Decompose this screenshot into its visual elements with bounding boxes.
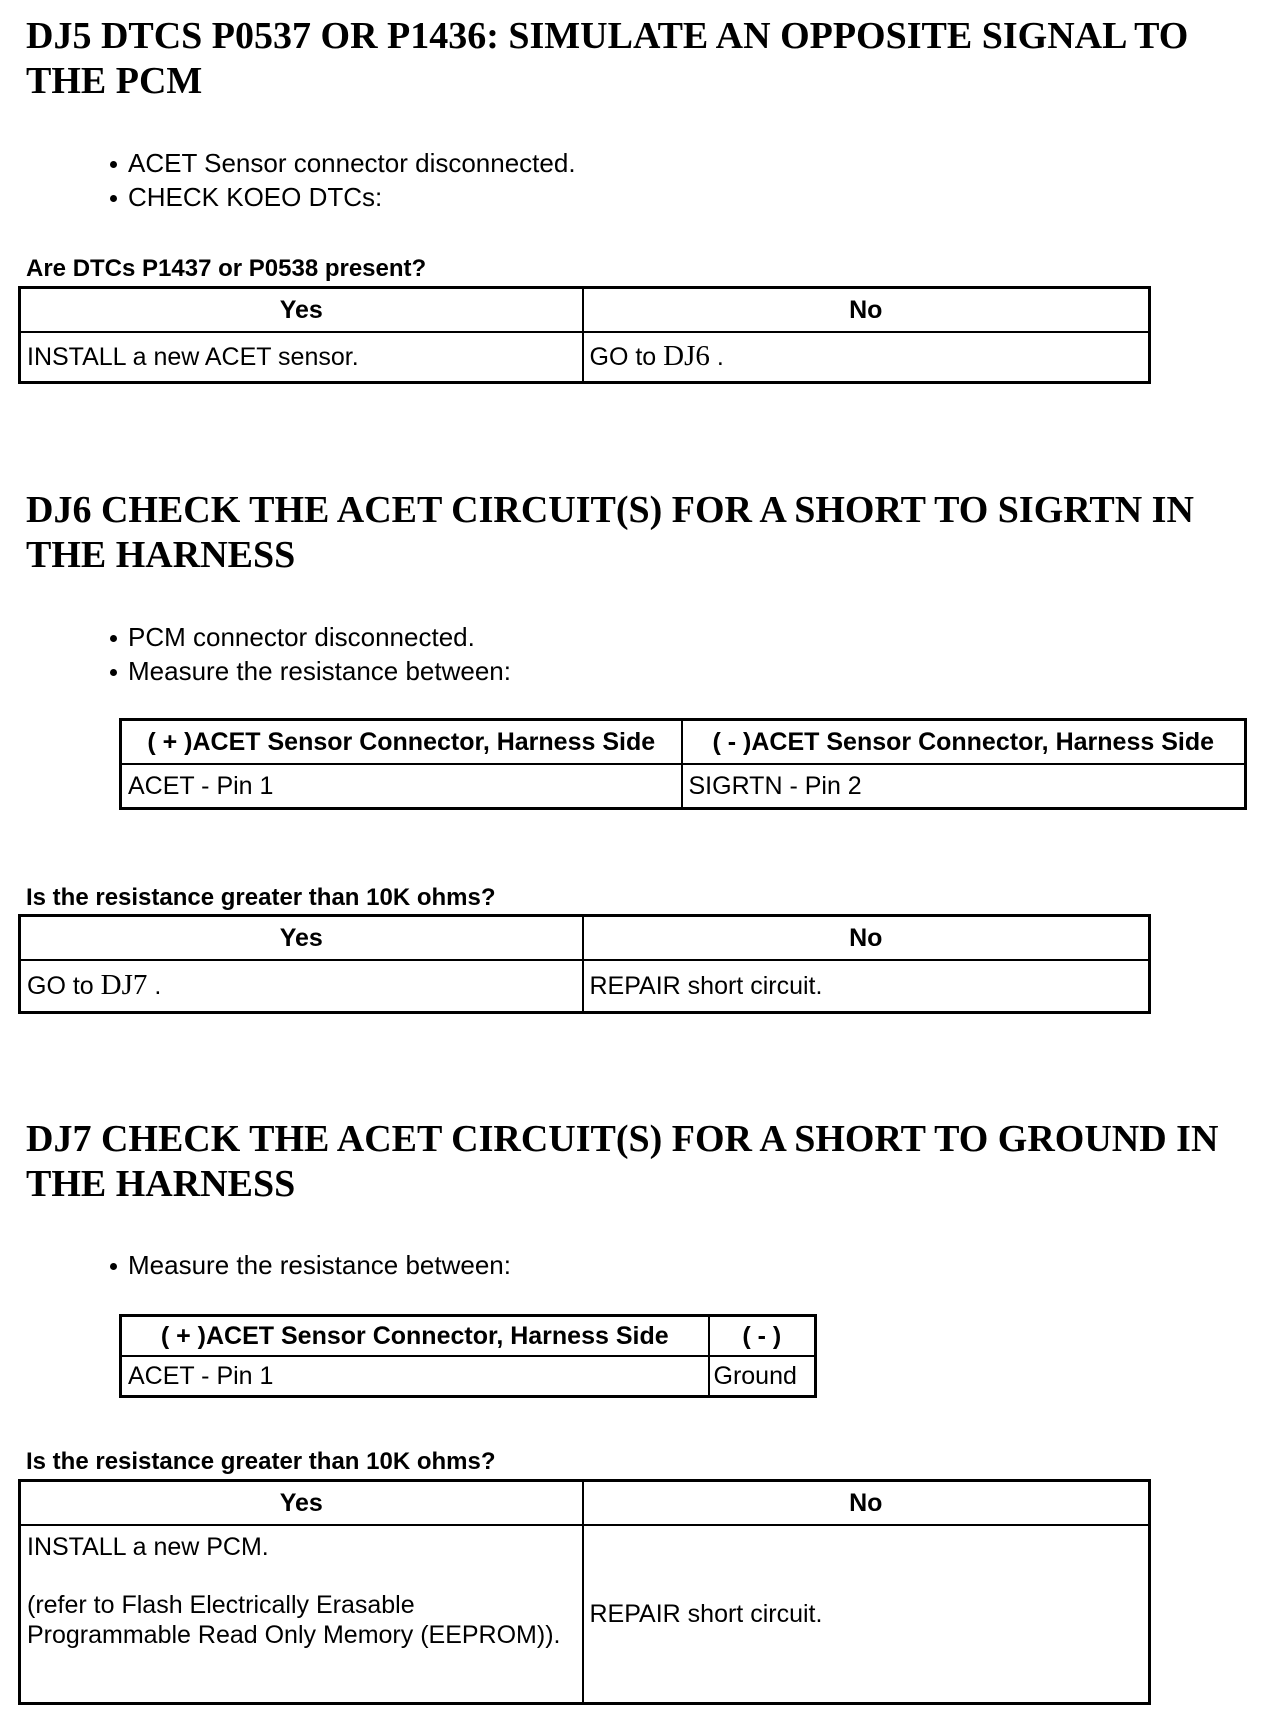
goto-prefix: GO to — [27, 972, 94, 1001]
dj5-answer-table — [18, 286, 1151, 384]
dj5-heading: DJ5 DTCS P0537 OR P1436: SIMULATE AN OPPOSITE SIGNAL TO THE PCM — [26, 15, 1189, 102]
positive-header: ( + )ACET Sensor Connector, Harness Side — [121, 720, 682, 765]
dj5-bullet-list — [110, 146, 576, 214]
dj6-heading: DJ6 CHECK THE ACET CIRCUIT(S) FOR A SHORT TO SIGRTN IN THE HARNESS — [26, 489, 1194, 576]
no-cell — [583, 332, 1150, 382]
dj7-answer-table — [18, 1479, 1151, 1705]
yes-action: INSTALL a new PCM. — [27, 1533, 269, 1561]
eeprom-reference-note: (refer to Flash Electrically Erasable Programmable Read Only Memory (EEPROM)). — [27, 1591, 561, 1649]
dj6-measure-table — [119, 718, 1247, 810]
dj5-question: Are DTCs P1437 or P0538 present? — [26, 255, 427, 282]
negative-header: ( - ) — [709, 1316, 816, 1357]
yes-cell: INSTALL a new ACET sensor. — [20, 332, 583, 382]
list-item: Measure the resistance between: — [110, 654, 511, 688]
yes-header: Yes — [20, 1481, 583, 1526]
positive-cell: ACET - Pin 1 — [121, 1356, 709, 1397]
dj7-bullet-list — [110, 1248, 511, 1282]
goto-suffix: . — [716, 343, 724, 372]
yes-header: Yes — [20, 288, 583, 333]
list-item: PCM connector disconnected. — [110, 620, 511, 654]
dj6-bullet-list — [110, 620, 511, 688]
dj7-question: Is the resistance greater than 10K ohms? — [26, 1448, 496, 1475]
dj7-heading: DJ7 CHECK THE ACET CIRCUIT(S) FOR A SHORT TO GROUND IN THE HARNESS — [26, 1118, 1219, 1205]
no-header: No — [583, 916, 1150, 961]
negative-cell: SIGRTN - Pin 2 — [682, 764, 1246, 808]
negative-cell: Ground — [709, 1356, 816, 1397]
yes-header: Yes — [20, 916, 583, 961]
yes-cell — [20, 960, 583, 1012]
dj6-question: Is the resistance greater than 10K ohms? — [26, 884, 496, 911]
positive-header: ( + )ACET Sensor Connector, Harness Side — [121, 1316, 709, 1357]
no-header: No — [583, 288, 1150, 333]
negative-header: ( - )ACET Sensor Connector, Harness Side — [682, 720, 1246, 765]
no-cell: REPAIR short circuit. — [583, 1525, 1150, 1703]
list-item: Measure the resistance between: — [110, 1248, 511, 1282]
no-cell: REPAIR short circuit. — [583, 960, 1150, 1012]
list-item: ACET Sensor connector disconnected. — [110, 146, 576, 180]
yes-cell — [20, 1525, 583, 1703]
goto-suffix: . — [154, 972, 162, 1001]
dj7-measure-table — [119, 1314, 817, 1398]
goto-prefix: GO to — [589, 343, 657, 372]
list-item: CHECK KOEO DTCs: — [110, 180, 576, 214]
no-header: No — [583, 1481, 1150, 1526]
dj6-answer-table — [18, 914, 1151, 1014]
dj6-link[interactable]: DJ6 — [663, 340, 710, 373]
dj7-link[interactable]: DJ7 — [100, 969, 148, 1002]
positive-cell: ACET - Pin 1 — [121, 764, 682, 808]
